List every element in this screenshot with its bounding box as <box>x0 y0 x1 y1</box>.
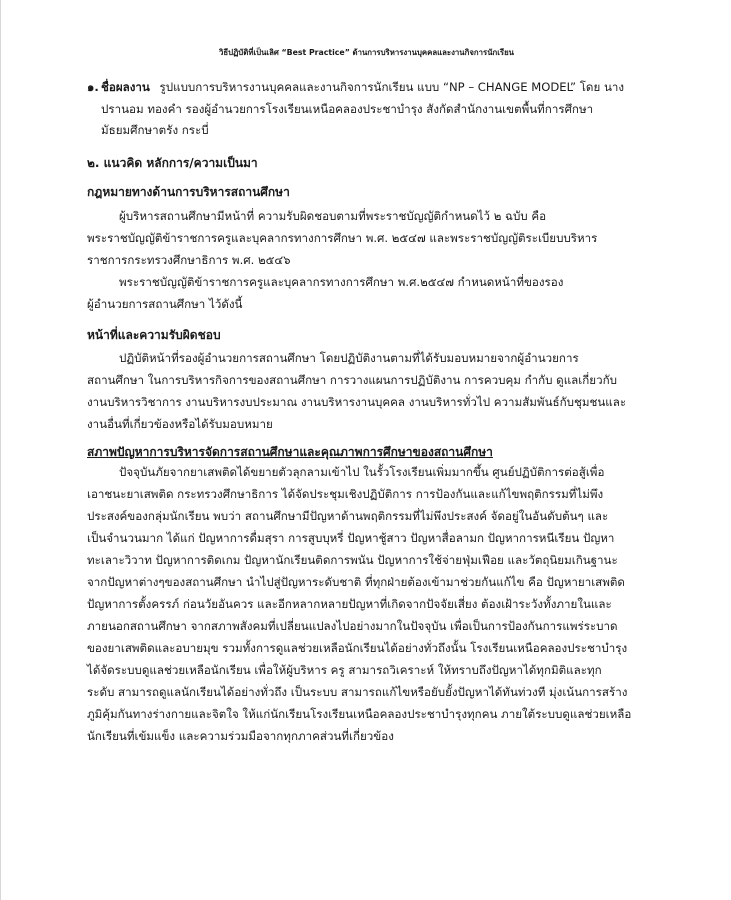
state-line-7: ปัญหาการตั้งครรภ์ ก่อนวัยอันควร และอีกหลากหลายปัญหาที่เกิดจากปัจจัยเสี่ยง ต้องเฝ้าระวังทั้งภายในและ <box>87 597 612 611</box>
duty-heading: หน้าที่และความรับผิดชอบ <box>87 328 221 342</box>
state-paragraph <box>87 461 655 747</box>
state-line-4: เป็นจำนวนมาก ได้แก่ ปัญหาการดื่มสุรา การสูบบุหรี่ ปัญหาชู้สาว ปัญหาสื่อลามก ปัญหาการหนีเรียน ปัญหา <box>87 531 615 545</box>
state-line-12: ภูมิคุ้มกันทางร่างกายและจิตใจ ให้แก่นักเรียนโรงเรียนเหนือคลองประชาบำรุงทุกคน ภายใต้ระบบดูแลช่วยเหลือ <box>87 707 632 721</box>
document-title: วิธีปฏิบัติที่เป็นเลิศ “Best Practice” ด้านการบริหารงานบุคคลและงานกิจการนักเรียน <box>218 48 514 57</box>
item-1-line-3: มัธยมศึกษาตรัง กระบี่ <box>101 123 209 138</box>
law-paragraph-2 <box>87 271 655 315</box>
state-line-6: จากปัญหาต่างๆของสถานศึกษา นำไปสู่ปัญหาระดับชาติ ที่ทุกฝ่ายต้องเข้ามาช่วยกันแก้ไข คือ ปัญหายาเสพติด <box>87 575 625 589</box>
duty-paragraph <box>87 347 655 435</box>
law-p2-line-2: ผู้อำนวยการสถานศึกษา ไว้ดังนี้ <box>87 297 243 311</box>
item-1-number: ๑. <box>87 80 99 94</box>
state-line-3: ประสงค์ของกลุ่มนักเรียน พบว่า สถานศึกษามีปัญหาด้านพฤติกรรมที่ไม่พึงประสงค์ จัดอยู่ในอันดับต้นๆ และ <box>87 509 609 523</box>
item-1-label: ชื่อผลงาน <box>101 80 150 94</box>
duty-line-2: สถานศึกษา ในการบริหารกิจการของสถานศึกษา การวางแผนการปฏิบัติงาน การควบคุม กำกับ ดูแลเกี่ยวกับ <box>87 373 617 387</box>
item-1-line-2: ปรานอม ทองคำ รองผู้อำนวยการโรงเรียนเหนือคลองประชาบำรุง สังกัดสำนักงานเขตพื้นที่การศึกษา <box>101 101 594 116</box>
law-heading: กฎหมายทางด้านการบริหารสถานศึกษา <box>87 185 290 199</box>
state-line-9: ของยาเสพติดและอบายมุข รวมทั้งการดูแลช่วยเหลือนักเรียนได้อย่างทั่วถึงนั้น โรงเรียนเหนือคลองประชาบำรุง <box>87 641 628 655</box>
state-line-13: นักเรียนที่เข้มแข็ง และความร่วมมือจากทุกภาคส่วนที่เกี่ยวข้อง <box>87 729 394 743</box>
item-1-section <box>87 77 655 142</box>
state-line-10: ได้จัดระบบดูแลช่วยเหลือนักเรียน เพื่อให้ผู้บริหาร ครู สามารถวิเคราะห์ ให้ทราบถึงปัญหาได้ทุกมิติและทุก <box>87 663 602 677</box>
duty-line-3: งานบริหารวิชาการ งานบริหารงบประมาณ งานบริหารงานบุคคล งานบริหารทั่วไป ความสัมพันธ์กับชุมชนและ <box>87 395 627 409</box>
law-p1-line-1: ผู้บริหารสถานศึกษามีหน้าที่ ความรับผิดชอบตามที่พระราชบัญญัติกำหนดไว้ ๒ ฉบับ คือ <box>119 209 547 223</box>
duty-line-4: งานอื่นที่เกี่ยวข้องหรือได้รับมอบหมาย <box>87 417 273 431</box>
law-p2-line-1: พระราชบัญญัติข้าราชการครูและบุคลากรทางการศึกษา พ.ศ.๒๕๔๗ กำหนดหน้าที่ของรอง <box>119 275 564 289</box>
law-p1-line-2: พระราชบัญญัติข้าราชการครูและบุคลากรทางการศึกษา พ.ศ. ๒๕๔๗ และพระราชบัญญัติระเบียบบริหาร <box>87 231 598 245</box>
item-1-line-1 <box>101 77 655 99</box>
duty-line-1: ปฏิบัติหน้าที่รองผู้อำนวยการสถานศึกษา โดยปฏิบัติงานตามที่ได้รับมอบหมายจากผู้อำนวยการ <box>119 351 579 365</box>
law-p1-line-3: ราชการกระทรวงศึกษาธิการ พ.ศ. ๒๕๔๖ <box>87 253 291 267</box>
state-line-8: ภายนอกสถานศึกษา จากสภาพสังคมที่เปลี่ยนแปลงไปอย่างมากในปัจจุบัน เพื่อเป็นการป้องกันการแพร่ระบาด <box>87 619 618 633</box>
state-line-5: ทะเลาะวิวาท ปัญหาการติดเกม ปัญหานักเรียนติดการพนัน ปัญหาการใช้จ่ายฟุ่มเฟือย และวัตถุนิยมเกินฐานะ <box>87 553 618 567</box>
state-heading: สภาพปัญหาการบริหารจัดการสถานศึกษาและคุณภาพการศึกษาของสถานศึกษา <box>87 445 493 459</box>
item-1-text-1: รูปแบบการบริหารงานบุคคลและงานกิจการนักเรียน แบบ “NP – CHANGE MODEL” โดย นาง <box>159 80 625 94</box>
state-line-2: เอาชนะยาเสพติด กระทรวงศึกษาธิการ ได้จัดประชุมเชิงปฏิบัติการ การป้องกันและแก้ไขพฤติกรรมที่ไม่พึง <box>87 487 604 501</box>
state-line-11: ระดับ สามารถดูแลนักเรียนได้อย่างทั่วถึง เป็นระบบ สามารถแก้ไขหรือยับยั้งปัญหาได้ทันท่วงที มุ่งเน้นการสร้าง <box>87 685 628 699</box>
item-2-heading: ๒. แนวคิด หลักการ/ความเป็นมา <box>87 156 258 170</box>
state-line-1: ปัจจุบันภัยจากยาเสพติดได้ขยายตัวลุกลามเข้าไป ในรั้วโรงเรียนเพิ่มมากขึ้น ศูนย์ปฏิบัติการต่อสู้เพื่อ <box>119 465 605 479</box>
law-paragraph-1 <box>87 205 655 271</box>
